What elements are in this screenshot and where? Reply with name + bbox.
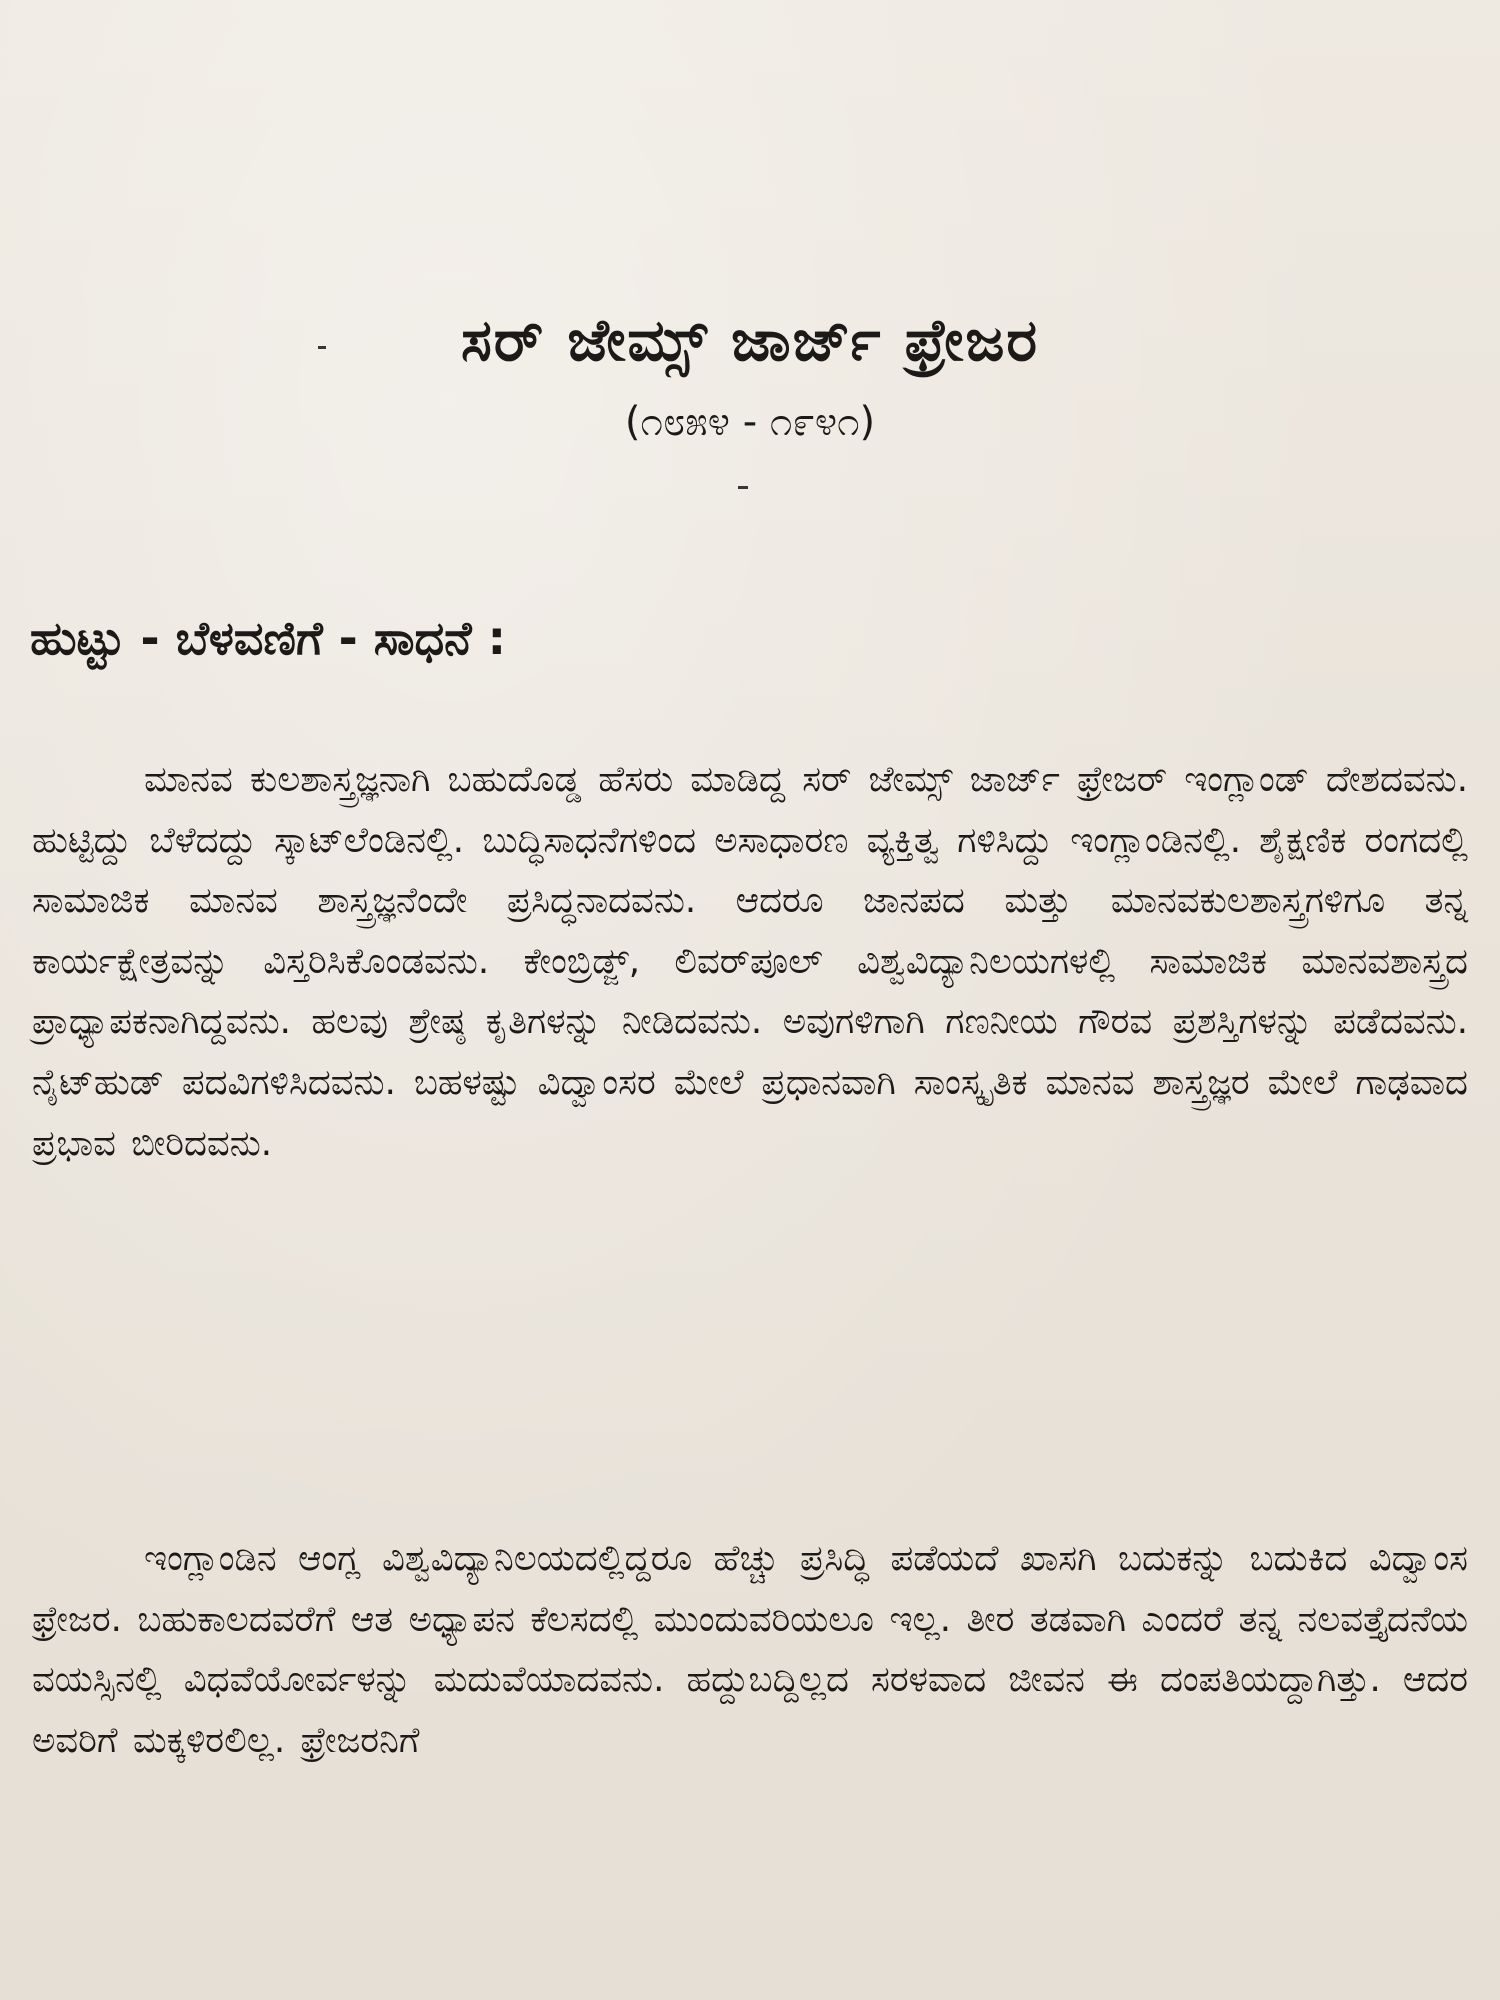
paragraph-text: ಮಾನವ ಕುಲಶಾಸ್ತ್ರಜ್ಞನಾಗಿ ಬಹುದೊಡ್ಡ ಹೆಸರು ಮಾಡಿದ್ದ ಸರ್ ಜೇಮ್ಸ್ ಜಾರ್ಜ್ ಫ್ರೇಜರ್ ಇಂಗ್ಲಾಂಡ್ ದೇಶದವನು. ಹುಟ್ಟಿದ್ದು ಬೆಳೆದದ್ದು ಸ್ಕಾಟ್‌ಲೆಂಡಿನಲ್ಲಿ. ಬುದ್ಧಿಸಾಧನೆಗಳಿಂದ ಅಸಾಧಾರಣ ವ್ಯಕ್ತಿತ್ವ ಗಳಿಸಿದ್ದು ಇಂಗ್ಲಾಂಡಿನಲ್ಲಿ. ಶೈಕ್ಷಣಿಕ ರಂಗದಲ್ಲಿ ಸಾಮಾಜಿಕ ಮಾನವ ಶಾಸ್ತ್ರಜ್ಞನೆಂದೇ ಪ್ರಸಿದ್ಧನಾದವನು. ಆದರೂ ಜಾನಪದ ಮತ್ತು ಮಾನವಕುಲಶಾಸ್ತ್ರಗಳಿಗೂ ತನ್ನ ಕಾರ್ಯಕ್ಷೇತ್ರವನ್ನು ವಿಸ್ತರಿಸಿಕೊಂಡವನು. ಕೇಂಬ್ರಿಡ್ಜ್, ಲಿವರ್‌ಪೂಲ್ ವಿಶ್ವವಿದ್ಯಾನಿಲಯಗಳಲ್ಲಿ ಸಾಮಾಜಿಕ ಮಾನವಶಾಸ್ತ್ರದ ಪ್ರಾಧ್ಯಾಪಕನಾಗಿದ್ದವನು. ಹಲವು ಶ್ರೇಷ್ಠ ಕೃತಿಗಳನ್ನು ನೀಡಿದವನು. ಅವುಗಳಿಗಾಗಿ ಗಣನೀಯ ಗೌರವ ಪ್ರಶಸ್ತಿಗಳನ್ನು ಪಡೆದವನು. ನೈಟ್‌ಹುಡ್ ಪದವಿಗಳಿಸಿದವನು. ಬಹಳಷ್ಟು ವಿದ್ವಾಂಸರ ಮೇಲೆ ಪ್ರಧಾನವಾಗಿ ಸಾಂಸ್ಕೃತಿಕ ಮಾನವ ಶಾಸ್ತ್ರಜ್ಞರ ಮೇಲೆ ಗಾಢವಾದ ಪ್ರಭಾವ ಬೀರಿದವನು.	[32, 759, 1468, 1164]
paragraph-text: ಇಂಗ್ಲಾಂಡಿನ ಆಂಗ್ಲ ವಿಶ್ವವಿದ್ಯಾನಿಲಯದಲ್ಲಿದ್ದರೂ ಹೆಚ್ಚು ಪ್ರಸಿದ್ಧಿ ಪಡೆಯದೆ ಖಾಸಗಿ ಬದುಕನ್ನು ಬದುಕಿದ ವಿದ್ವಾಂಸ ಫ್ರೇಜರ. ಬಹುಕಾಲದವರೆಗೆ ಆತ ಅಧ್ಯಾಪನ ಕೆಲಸದಲ್ಲಿ ಮುಂದುವರಿಯಲೂ ಇಲ್ಲ. ತೀರ ತಡವಾಗಿ ಎಂದರೆ ತನ್ನ ನಲವತ್ತೈದನೆಯ ವಯಸ್ಸಿನಲ್ಲಿ ವಿಧವೆಯೋರ್ವಳನ್ನು ಮದುವೆಯಾದವನು. ಹದ್ದುಬದ್ದಿಲ್ಲದ ಸರಳವಾದ ಜೀವನ ಈ ದಂಪತಿಯದ್ದಾಗಿತ್ತು. ಆದರ ಅವರಿಗೆ ಮಕ್ಕಳಿರಲಿಲ್ಲ. ಫ್ರೇಜರನಿಗೆ	[32, 1538, 1468, 1761]
life-dates: (೧೮೫೪ - ೧೯೪೧)	[624, 399, 876, 445]
body-paragraph-1	[32, 750, 1468, 1174]
separator-mark	[738, 486, 748, 489]
page-title: ಸರ್ ಜೇಮ್ಸ್ ಜಾರ್ಜ್ ಫ್ರೇಜರ	[460, 306, 1040, 374]
section-heading: ಹುಟ್ಟು - ಬೆಳವಣಿಗೆ - ಸಾಧನೆ :	[30, 611, 506, 665]
body-paragraph-2	[32, 1529, 1468, 1771]
